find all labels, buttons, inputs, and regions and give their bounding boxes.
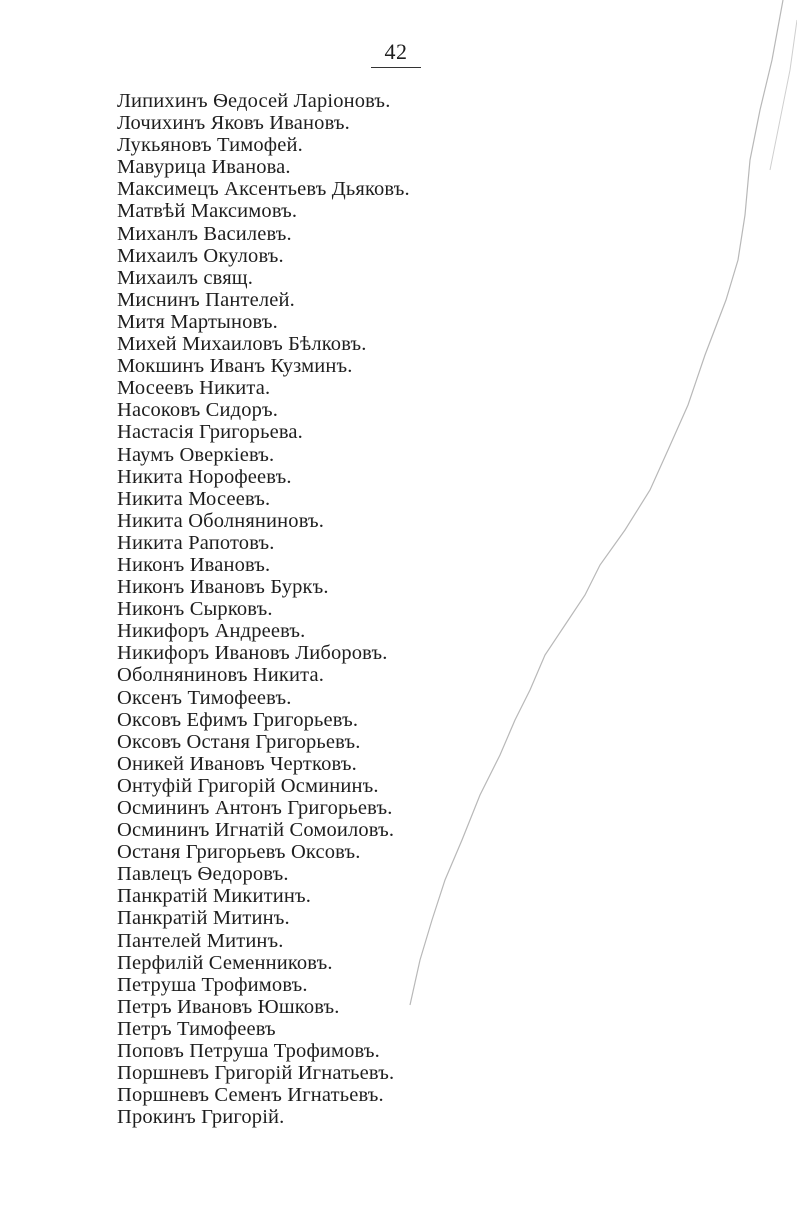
list-item: Мавурица Иванова.	[117, 156, 291, 179]
list-item: Павлецъ Ѳедоровъ.	[117, 863, 289, 886]
list-item: Пантелей Митинъ.	[117, 929, 284, 952]
name-list	[117, 90, 410, 1128]
list-item: Поповъ Петруша Трофимовъ.	[117, 1040, 380, 1063]
list-item: Петруша Трофимовъ.	[117, 973, 308, 996]
list-item: Настасія Григорьева.	[117, 421, 303, 444]
list-item: Никита Рапотовъ.	[117, 531, 275, 554]
list-item: Мосеевъ Никита.	[117, 377, 271, 400]
list-item: Липихинъ Ѳедосей Ларіоновъ.	[117, 90, 391, 112]
list-item: Михей Михаиловъ Бѣлковъ.	[117, 333, 367, 356]
list-item: Митя Мартыновъ.	[117, 310, 278, 333]
list-item: Максимецъ Аксентьевъ Дьяковъ.	[117, 178, 410, 201]
list-item: Миханлъ Василевъ.	[117, 222, 292, 245]
list-item: Оникей Ивановъ Чертковъ.	[117, 752, 357, 775]
list-item: Никифоръ Андреевъ.	[117, 620, 306, 643]
list-item: Оксенъ Тимофеевъ.	[117, 686, 292, 709]
list-item: Лочихинъ Яковъ Ивановъ.	[117, 112, 350, 135]
list-item: Михаилъ свящ.	[117, 266, 254, 289]
list-item: Никита Мосеевъ.	[117, 487, 271, 510]
list-item: Осмининъ Антонъ Григорьевъ.	[117, 797, 393, 819]
list-item: Никонъ Ивановъ Буркъ.	[117, 576, 329, 599]
list-item: Поршневъ Григорій Игнатьевъ.	[117, 1062, 395, 1085]
list-item: Мокшинъ Иванъ Кузминъ.	[117, 355, 353, 378]
list-item: Насоковъ Сидоръ.	[117, 399, 279, 422]
list-item: Перфилій Семенниковъ.	[117, 951, 333, 974]
list-item: Никита Норофеевъ.	[117, 465, 292, 488]
list-item: Никифоръ Ивановъ Либоровъ.	[117, 642, 388, 665]
list-item: Останя Григорьевъ Оксовъ.	[117, 841, 361, 864]
list-item: Поршневъ Семенъ Игнатьевъ.	[117, 1084, 384, 1107]
list-item: Панкратій Микитинъ.	[117, 885, 312, 908]
list-item: Лукьяновъ Тимофей.	[117, 134, 303, 157]
page-number: 42	[384, 39, 408, 64]
list-item: Наумъ Оверкіевъ.	[117, 443, 275, 466]
list-item: Матвѣй Максимовъ.	[117, 200, 298, 223]
list-item: Оксовъ Останя Григорьевъ.	[117, 730, 361, 753]
list-item: Онтуфій Григорій Осмининъ.	[117, 774, 379, 797]
list-item: Михаилъ Окуловъ.	[117, 244, 284, 267]
list-item: Никонъ Ивановъ.	[117, 553, 271, 576]
list-item: Никита Оболняниновъ.	[117, 509, 325, 532]
list-item: Оболняниновъ Никита.	[117, 664, 325, 687]
list-item: Оксовъ Ефимъ Григорьевъ.	[117, 708, 359, 731]
list-item: Осмининъ Игнатій Сомоиловъ.	[117, 819, 395, 842]
page-number-underline	[371, 67, 421, 68]
list-item: Никонъ Сырковъ.	[117, 598, 273, 621]
list-item: Прокинъ Григорій.	[117, 1106, 285, 1129]
list-item: Петръ Ивановъ Юшковъ.	[117, 995, 340, 1018]
list-item: Петръ Тимофеевъ	[117, 1017, 276, 1040]
list-item: Миснинъ Пантелей.	[117, 288, 295, 311]
list-item: Панкратій Митинъ.	[117, 907, 290, 930]
